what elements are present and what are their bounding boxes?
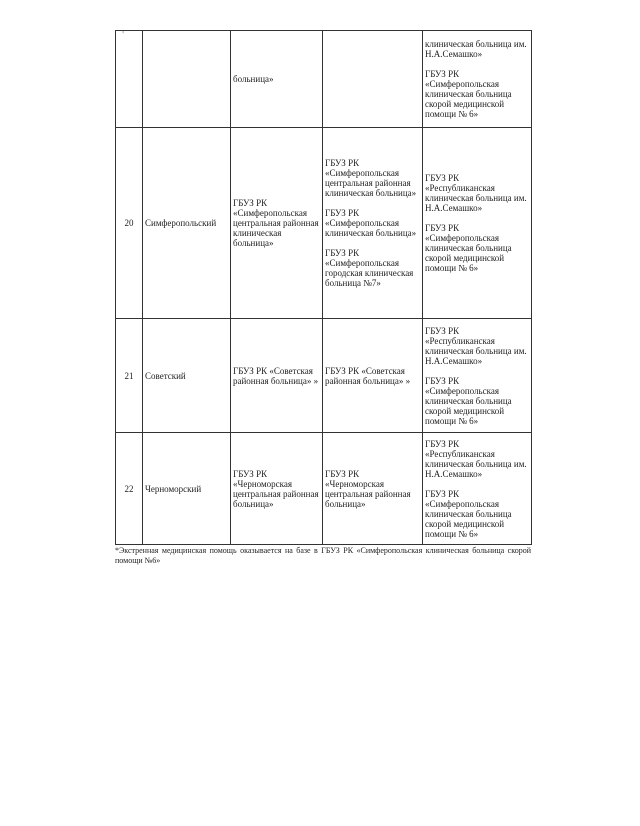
primary-hospital-cell bbox=[231, 31, 323, 128]
secondary-hospital-cell bbox=[323, 128, 423, 319]
table-body bbox=[116, 31, 532, 545]
cell-gap bbox=[425, 479, 529, 489]
district-cell: Симферопольский bbox=[143, 128, 231, 319]
secondary-hospital-cell bbox=[323, 433, 423, 545]
cell-gap bbox=[425, 213, 529, 223]
row-number-cell: 20 bbox=[116, 128, 143, 319]
cell-gap bbox=[425, 59, 529, 69]
tertiary-hospital-cell bbox=[423, 128, 532, 319]
cell-text: ГБУЗ РК «Республиканская клиническая больница им. Н.А.Семашко» bbox=[425, 173, 527, 213]
cell-text: ГБУЗ РК «Симферопольская клиническая больница скорой медицинской помощи № 6» bbox=[425, 69, 512, 119]
cell-text: ГБУЗ РК «Советская районная больница» » bbox=[233, 365, 319, 386]
cell-text: ГБУЗ РК «Симферопольская клиническая больница» bbox=[325, 208, 417, 238]
cell-text: клиническая больница им. Н.А.Семашко» bbox=[425, 39, 527, 59]
cell-text: ГБУЗ РК «Черноморская центральная районная больница» bbox=[325, 468, 411, 509]
hospital-routing-table bbox=[115, 30, 532, 545]
table-row bbox=[116, 128, 532, 319]
cell-gap bbox=[425, 366, 529, 376]
cell-gap bbox=[325, 198, 420, 208]
tertiary-hospital-cell bbox=[423, 31, 532, 128]
scan-mark: ' bbox=[122, 30, 125, 39]
footnote: *Экстренная медицинская помощь оказывается на базе в ГБУЗ РК «Симферопольская клиническая больница скорой помощи №6» bbox=[115, 546, 531, 565]
district-cell: Черноморский bbox=[143, 433, 231, 545]
cell-text: ГБУЗ РК «Симферопольская клиническая больница скорой медицинской помощи № 6» bbox=[425, 223, 512, 273]
cell-text: ГБУЗ РК «Симферопольская городская клиническая больница №7» bbox=[325, 248, 414, 288]
cell-text: ГБУЗ РК «Черноморская центральная районная больница» bbox=[233, 468, 319, 509]
table-row bbox=[116, 319, 532, 433]
table-row bbox=[116, 433, 532, 545]
row-number-cell: 21 bbox=[116, 319, 143, 433]
primary-hospital-cell bbox=[231, 319, 323, 433]
table-row bbox=[116, 31, 532, 128]
primary-hospital-cell bbox=[231, 433, 323, 545]
tertiary-hospital-cell bbox=[423, 319, 532, 433]
row-number-cell: 22 bbox=[116, 433, 143, 545]
cell-text: ГБУЗ РК «Симферопольская клиническая больница скорой медицинской помощи № 6» bbox=[425, 375, 512, 426]
cell-text: ГБУЗ РК «Симферопольская клиническая больница скорой медицинской помощи № 6» bbox=[425, 488, 512, 539]
district-cell: Советский bbox=[143, 319, 231, 433]
cell-gap bbox=[325, 238, 420, 248]
row-number-cell bbox=[116, 31, 143, 128]
cell-text: ГБУЗ РК «Республиканская клиническая больница им. Н.А.Семашко» bbox=[425, 325, 527, 366]
cell-text: ГБУЗ РК «Советская районная больница» » bbox=[325, 365, 411, 386]
primary-hospital-cell bbox=[231, 128, 323, 319]
cell-text: ГБУЗ РК «Симферопольская центральная районная клиническая больница» bbox=[233, 198, 319, 248]
secondary-hospital-cell bbox=[323, 319, 423, 433]
cell-text: ГБУЗ РК «Симферопольская центральная районная клиническая больница» bbox=[325, 158, 417, 198]
secondary-hospital-cell bbox=[323, 31, 423, 128]
tertiary-hospital-cell bbox=[423, 433, 532, 545]
cell-text: больница» bbox=[233, 74, 274, 84]
district-cell bbox=[143, 31, 231, 128]
cell-text: ГБУЗ РК «Республиканская клиническая больница им. Н.А.Семашко» bbox=[425, 438, 527, 479]
